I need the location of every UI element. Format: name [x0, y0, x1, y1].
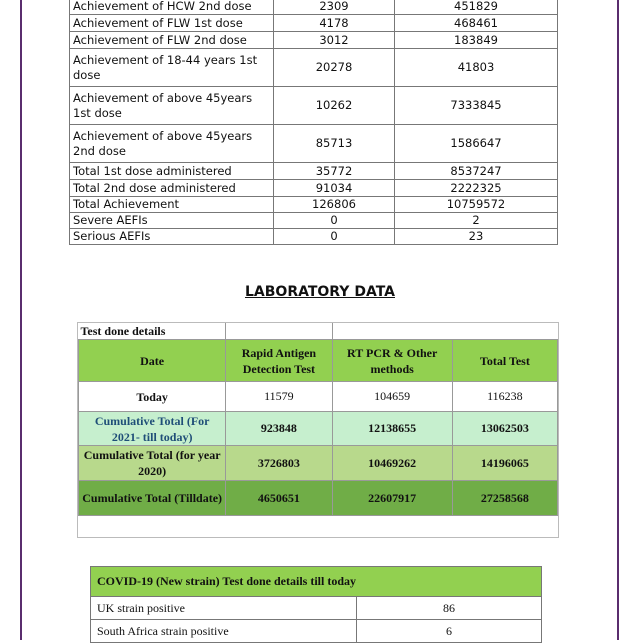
cell-value: 20278	[274, 49, 395, 87]
row-label: Cumulative Total (for year 2020)	[79, 446, 226, 481]
cell-value: 4650651	[226, 481, 332, 516]
column-header: RT PCR & Other methods	[332, 340, 452, 382]
cell-value: 2309	[274, 0, 395, 15]
column-header: Date	[79, 340, 226, 382]
cell-value: 923848	[226, 412, 332, 446]
cell-value: 0	[274, 229, 395, 245]
cell-value: 2222325	[395, 180, 558, 197]
row-label: Total Achievement	[70, 197, 274, 213]
table-row	[91, 597, 542, 620]
cell-value: 7333845	[395, 87, 558, 125]
table-row	[70, 180, 558, 197]
row-label: Achievement of 18-44 years 1st dose	[70, 49, 274, 87]
table-row	[70, 49, 558, 87]
cell-value: 3726803	[226, 446, 332, 481]
cell-value: 10262	[274, 87, 395, 125]
table-row	[70, 32, 558, 49]
cell-value: 0	[274, 213, 395, 229]
table-row	[79, 412, 558, 446]
cell-value: 468461	[395, 15, 558, 32]
row-label: Serious AEFIs	[70, 229, 274, 245]
empty-cell	[226, 323, 332, 340]
row-label: Achievement of FLW 1st dose	[70, 15, 274, 32]
row-label: Achievement of HCW 2nd dose	[70, 0, 274, 15]
cell-value: 2	[395, 213, 558, 229]
table-row	[79, 481, 558, 516]
vaccination-table	[69, 0, 558, 245]
table-row	[79, 446, 558, 481]
table-row	[70, 125, 558, 163]
row-label: UK strain positive	[91, 597, 357, 620]
cell-value: 12138655	[332, 412, 452, 446]
strain-header-row	[91, 567, 542, 597]
cell-value: 10469262	[332, 446, 452, 481]
table-row	[91, 620, 542, 643]
section-heading: LABORATORY DATA	[244, 284, 395, 300]
cell-value: 451829	[395, 0, 558, 15]
table-row	[70, 87, 558, 125]
cell-value: 86	[357, 597, 542, 620]
cell-value: 104659	[332, 382, 452, 412]
cell-value: 8537247	[395, 163, 558, 180]
row-label: Today	[79, 382, 226, 412]
column-header: Rapid Antigen Detection Test	[226, 340, 332, 382]
table-row	[70, 15, 558, 32]
cell-value: 116238	[452, 382, 557, 412]
page-border-left	[20, 0, 22, 640]
cell-value: 14196065	[452, 446, 557, 481]
table-row	[79, 382, 558, 412]
table-row	[70, 163, 558, 180]
cell-value: 126806	[274, 197, 395, 213]
cell-value: 6	[357, 620, 542, 643]
cell-value: 10759572	[395, 197, 558, 213]
cell-value: 183849	[395, 32, 558, 49]
cell-value: 3012	[274, 32, 395, 49]
page-border-right	[617, 0, 619, 640]
cell-value: 23	[395, 229, 558, 245]
table-row	[70, 229, 558, 245]
row-label: South Africa strain positive	[91, 620, 357, 643]
row-label: Achievement of FLW 2nd dose	[70, 32, 274, 49]
table-title: Test done details	[79, 323, 226, 340]
row-label: Achievement of above 45years 2nd dose	[70, 125, 274, 163]
cell-value: 85713	[274, 125, 395, 163]
row-label: Cumulative Total (Tilldate)	[79, 481, 226, 516]
table-row	[70, 0, 558, 15]
cell-value: 4178	[274, 15, 395, 32]
strain-table-title: COVID-19 (New strain) Test done details till today	[91, 567, 542, 597]
table-row	[70, 213, 558, 229]
cell-value: 13062503	[452, 412, 557, 446]
table-title-row	[79, 323, 558, 340]
column-header: Total Test	[452, 340, 557, 382]
cell-value: 22607917	[332, 481, 452, 516]
row-label: Total 1st dose administered	[70, 163, 274, 180]
cell-value: 35772	[274, 163, 395, 180]
row-label: Total 2nd dose administered	[70, 180, 274, 197]
cell-value: 1586647	[395, 125, 558, 163]
cell-value: 27258568	[452, 481, 557, 516]
row-label: Cumulative Total (For 2021- till today)	[79, 412, 226, 446]
empty-cell	[332, 323, 557, 340]
cell-value: 91034	[274, 180, 395, 197]
strain-table	[90, 566, 542, 643]
cell-value: 41803	[395, 49, 558, 87]
row-label: Achievement of above 45years 1st dose	[70, 87, 274, 125]
header-row	[79, 340, 558, 382]
cell-value: 11579	[226, 382, 332, 412]
row-label: Severe AEFIs	[70, 213, 274, 229]
lab-table-frame	[77, 322, 559, 538]
lab-data-table	[78, 323, 558, 516]
table-row	[70, 197, 558, 213]
